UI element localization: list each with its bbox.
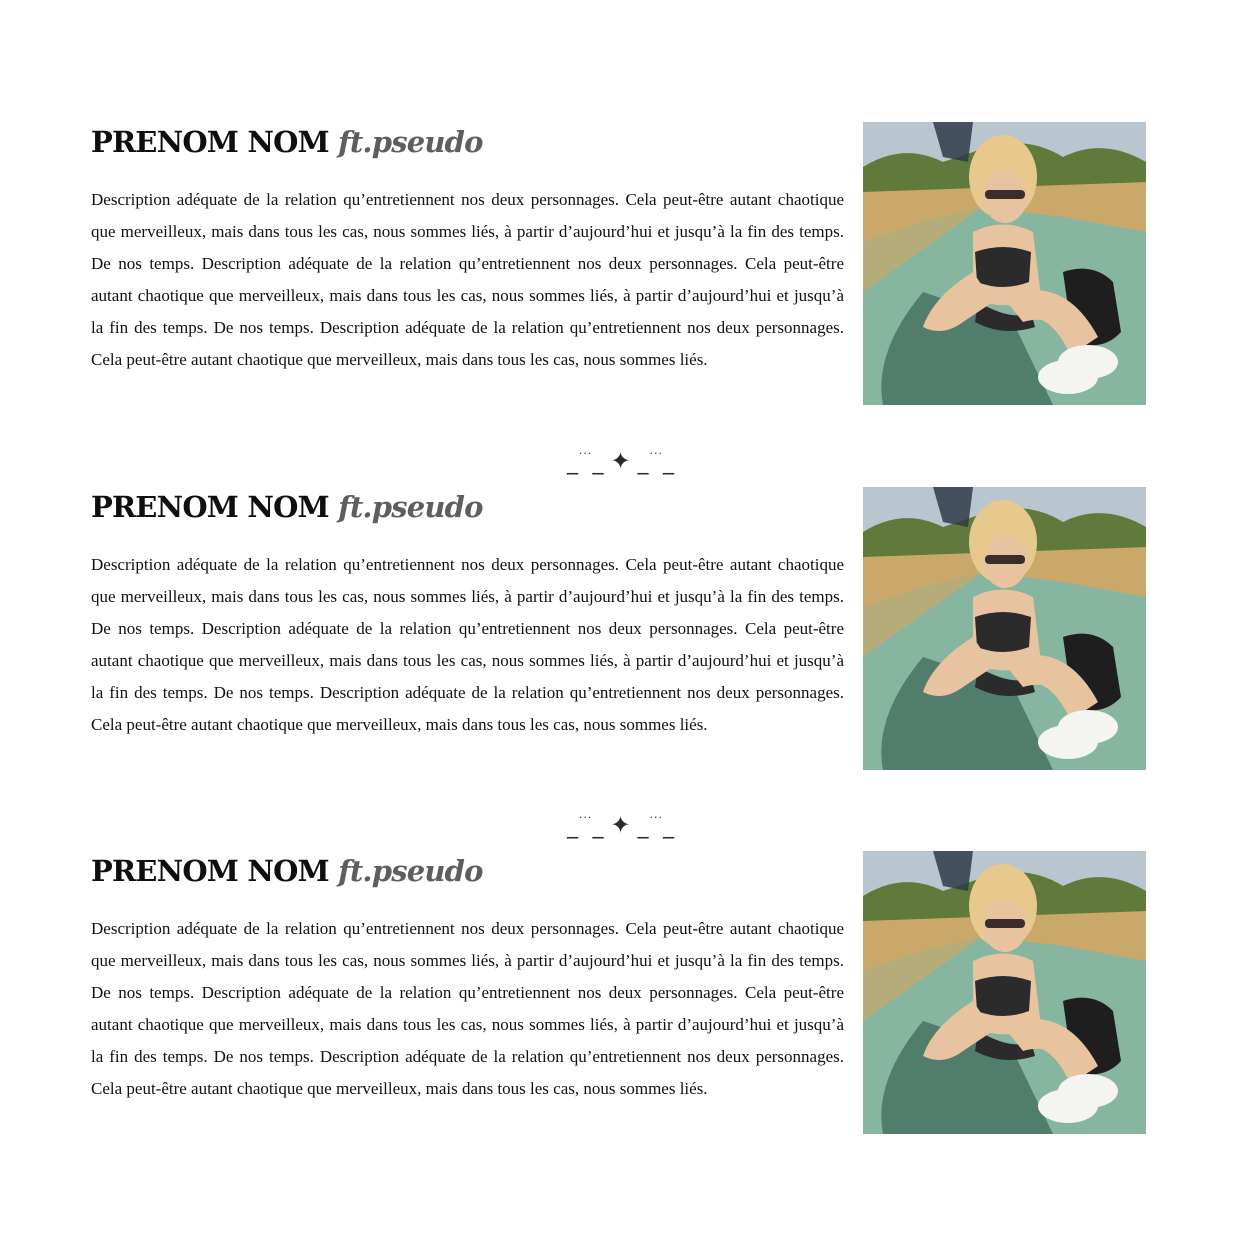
character-photo xyxy=(863,122,1146,405)
four-point-star-icon: ✦ xyxy=(610,447,632,475)
entry-title xyxy=(91,122,844,162)
player-pseudo: ft.pseudo xyxy=(338,854,483,888)
character-name: PRENOM NOM xyxy=(91,854,329,888)
character-photo xyxy=(863,851,1146,1134)
section-divider: _···_ ✦ _···_ xyxy=(0,798,1242,838)
entry-text-block xyxy=(91,851,844,1106)
relation-description: Description adéquate de la relation qu’entretiennent nos deux personnages. Cela peut-être autant chaotique que merveilleux, mais dans tous les cas, nous sommes liés, à partir d’aujourd’hui et jusqu’à la fin des temps. De nos temps. Description adéquate de la relation qu’entretiennent nos deux personnages. Cela peut-être autant chaotique que merveilleux, mais dans tous les cas, nous sommes liés, à partir d’aujourd’hui et jusqu’à la fin des temps. De nos temps. Description adéquate de la relation qu’entretiennent nos deux personnages. Cela peut-être autant chaotique que merveilleux, mais dans tous les cas, nous sommes liés. xyxy=(91,919,844,1099)
section-divider: _···_ ✦ _···_ xyxy=(0,434,1242,474)
four-point-star-icon: ✦ xyxy=(610,811,632,839)
character-photo xyxy=(863,487,1146,770)
player-pseudo: ft.pseudo xyxy=(338,125,483,159)
entry-title xyxy=(91,487,844,527)
character-name: PRENOM NOM xyxy=(91,490,329,524)
character-name: PRENOM NOM xyxy=(91,125,329,159)
entry-title xyxy=(91,851,844,891)
relation-entry xyxy=(91,487,1147,771)
relation-description: Description adéquate de la relation qu’entretiennent nos deux personnages. Cela peut-être autant chaotique que merveilleux, mais dans tous les cas, nous sommes liés, à partir d’aujourd’hui et jusqu’à la fin des temps. De nos temps. Description adéquate de la relation qu’entretiennent nos deux personnages. Cela peut-être autant chaotique que merveilleux, mais dans tous les cas, nous sommes liés, à partir d’aujourd’hui et jusqu’à la fin des temps. De nos temps. Description adéquate de la relation qu’entretiennent nos deux personnages. Cela peut-être autant chaotique que merveilleux, mais dans tous les cas, nous sommes liés. xyxy=(91,190,844,370)
player-pseudo: ft.pseudo xyxy=(338,490,483,524)
relation-description: Description adéquate de la relation qu’entretiennent nos deux personnages. Cela peut-être autant chaotique que merveilleux, mais dans tous les cas, nous sommes liés, à partir d’aujourd’hui et jusqu’à la fin des temps. De nos temps. Description adéquate de la relation qu’entretiennent nos deux personnages. Cela peut-être autant chaotique que merveilleux, mais dans tous les cas, nous sommes liés, à partir d’aujourd’hui et jusqu’à la fin des temps. De nos temps. Description adéquate de la relation qu’entretiennent nos deux personnages. Cela peut-être autant chaotique que merveilleux, mais dans tous les cas, nous sommes liés. xyxy=(91,555,844,735)
entry-text-block xyxy=(91,487,844,742)
relation-entry xyxy=(91,851,1147,1135)
entry-text-block xyxy=(91,122,844,377)
relation-entry xyxy=(91,122,1147,406)
